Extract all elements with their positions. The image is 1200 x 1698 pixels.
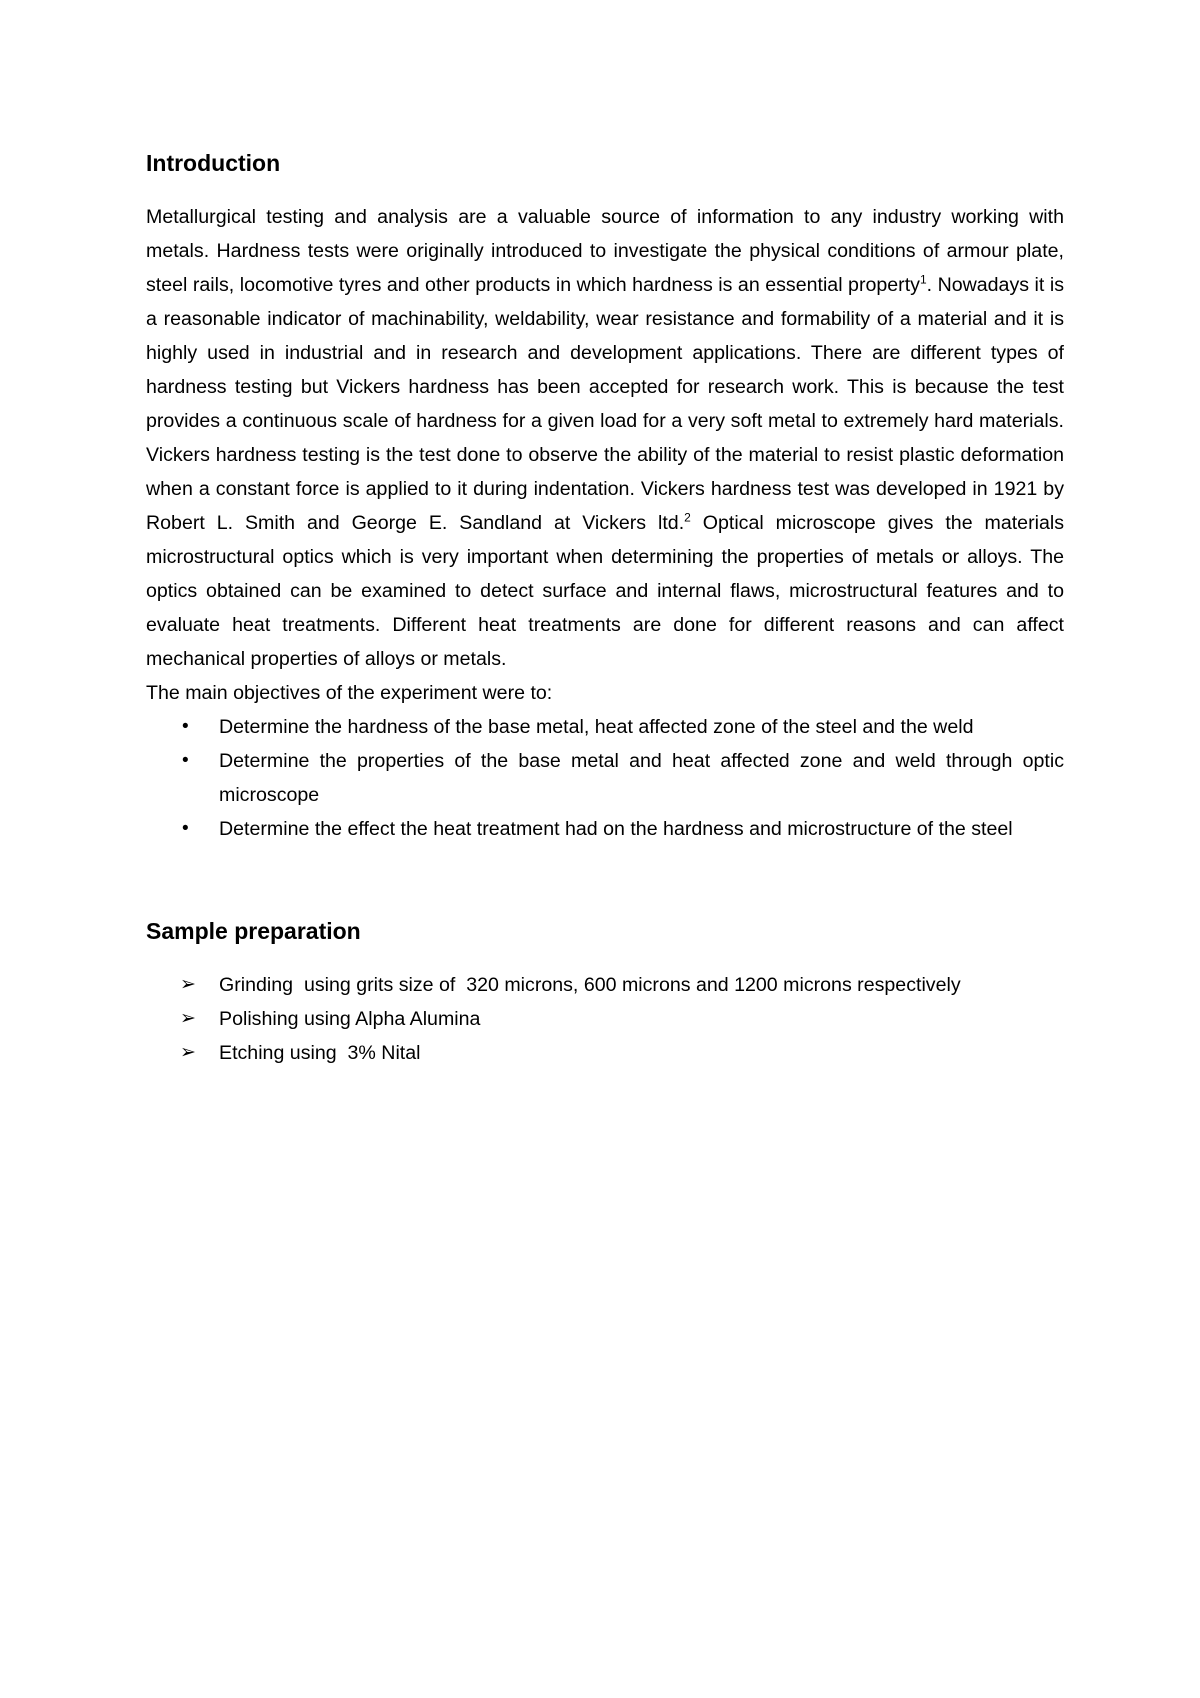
section-spacer <box>146 846 1064 914</box>
arrow-bullet-icon: ➢ <box>180 1042 196 1063</box>
bullet-icon: • <box>182 750 189 771</box>
heading-spacer <box>146 948 1064 968</box>
introduction-text-part1: Metallurgical testing and analysis are a valuable source of information to any industry working with metals. Hardness tests were originally introduced to investigate the physical conditions of armour plate, steel rails, locomotive tyres and other products in which hardness is an essential property <box>146 206 1064 296</box>
objective-text: Determine the effect the heat treatment had on the hardness and microstructure of the steel <box>219 818 1013 840</box>
list-item <box>146 1002 1064 1036</box>
step-text: Polishing using Alpha Alumina <box>219 1008 481 1030</box>
introduction-paragraph <box>146 200 1064 676</box>
introduction-text-part2: . Nowadays it is a reasonable indicator of machinability, weldability, wear resistance and formability of a material and it is highly used in industrial and in research and development applications. There are different types of hardness testing but Vickers hardness has been accepted for research work. This is because the test provides a continuous scale of hardness for a given load for a very soft metal to extremely hard materials. Vickers hardness testing is the test done to observe the ability of the material to resist plastic deformation when a constant force is applied to it during indentation. Vickers hardness test was developed in 1921 by Robert L. Smith and George E. Sandland at Vickers ltd. <box>146 274 1064 534</box>
arrow-bullet-icon: ➢ <box>180 1008 196 1029</box>
objectives-intro: The main objectives of the experiment were to: <box>146 682 553 704</box>
reference-2: 2 <box>684 510 691 525</box>
list-item <box>146 710 1064 744</box>
list-item <box>146 812 1064 846</box>
arrow-bullet-icon: ➢ <box>180 974 196 995</box>
bullet-icon: • <box>182 818 189 839</box>
sample-preparation-list <box>146 968 1064 1070</box>
list-item <box>146 744 1064 812</box>
document-page <box>146 146 1064 1070</box>
list-item <box>146 1036 1064 1070</box>
step-text: Grinding using grits size of 320 microns, 600 microns and 1200 microns respectively <box>219 974 961 996</box>
reference-1: 1 <box>919 272 927 287</box>
sample-preparation-heading: Sample preparation <box>146 918 361 944</box>
introduction-heading: Introduction <box>146 150 281 176</box>
objectives-list <box>146 710 1064 846</box>
heading-spacer <box>146 180 1064 200</box>
objective-text: Determine the hardness of the base metal, heat affected zone of the steel and the weld <box>219 716 974 738</box>
introduction-text-part3: Optical microscope gives the materials microstructural optics which is very important when determining the properties of metals or alloys. The optics obtained can be examined to detect surface and internal flaws, microstructural features and to evaluate heat treatments. Different heat treatments are done for different reasons and can affect mechanical properties of alloys or metals. <box>146 512 1064 670</box>
step-text: Etching using 3% Nital <box>219 1042 421 1064</box>
bullet-icon: • <box>182 716 189 737</box>
objective-text: Determine the properties of the base metal and heat affected zone and weld through optic microscope <box>219 750 1064 806</box>
list-item <box>146 968 1064 1002</box>
